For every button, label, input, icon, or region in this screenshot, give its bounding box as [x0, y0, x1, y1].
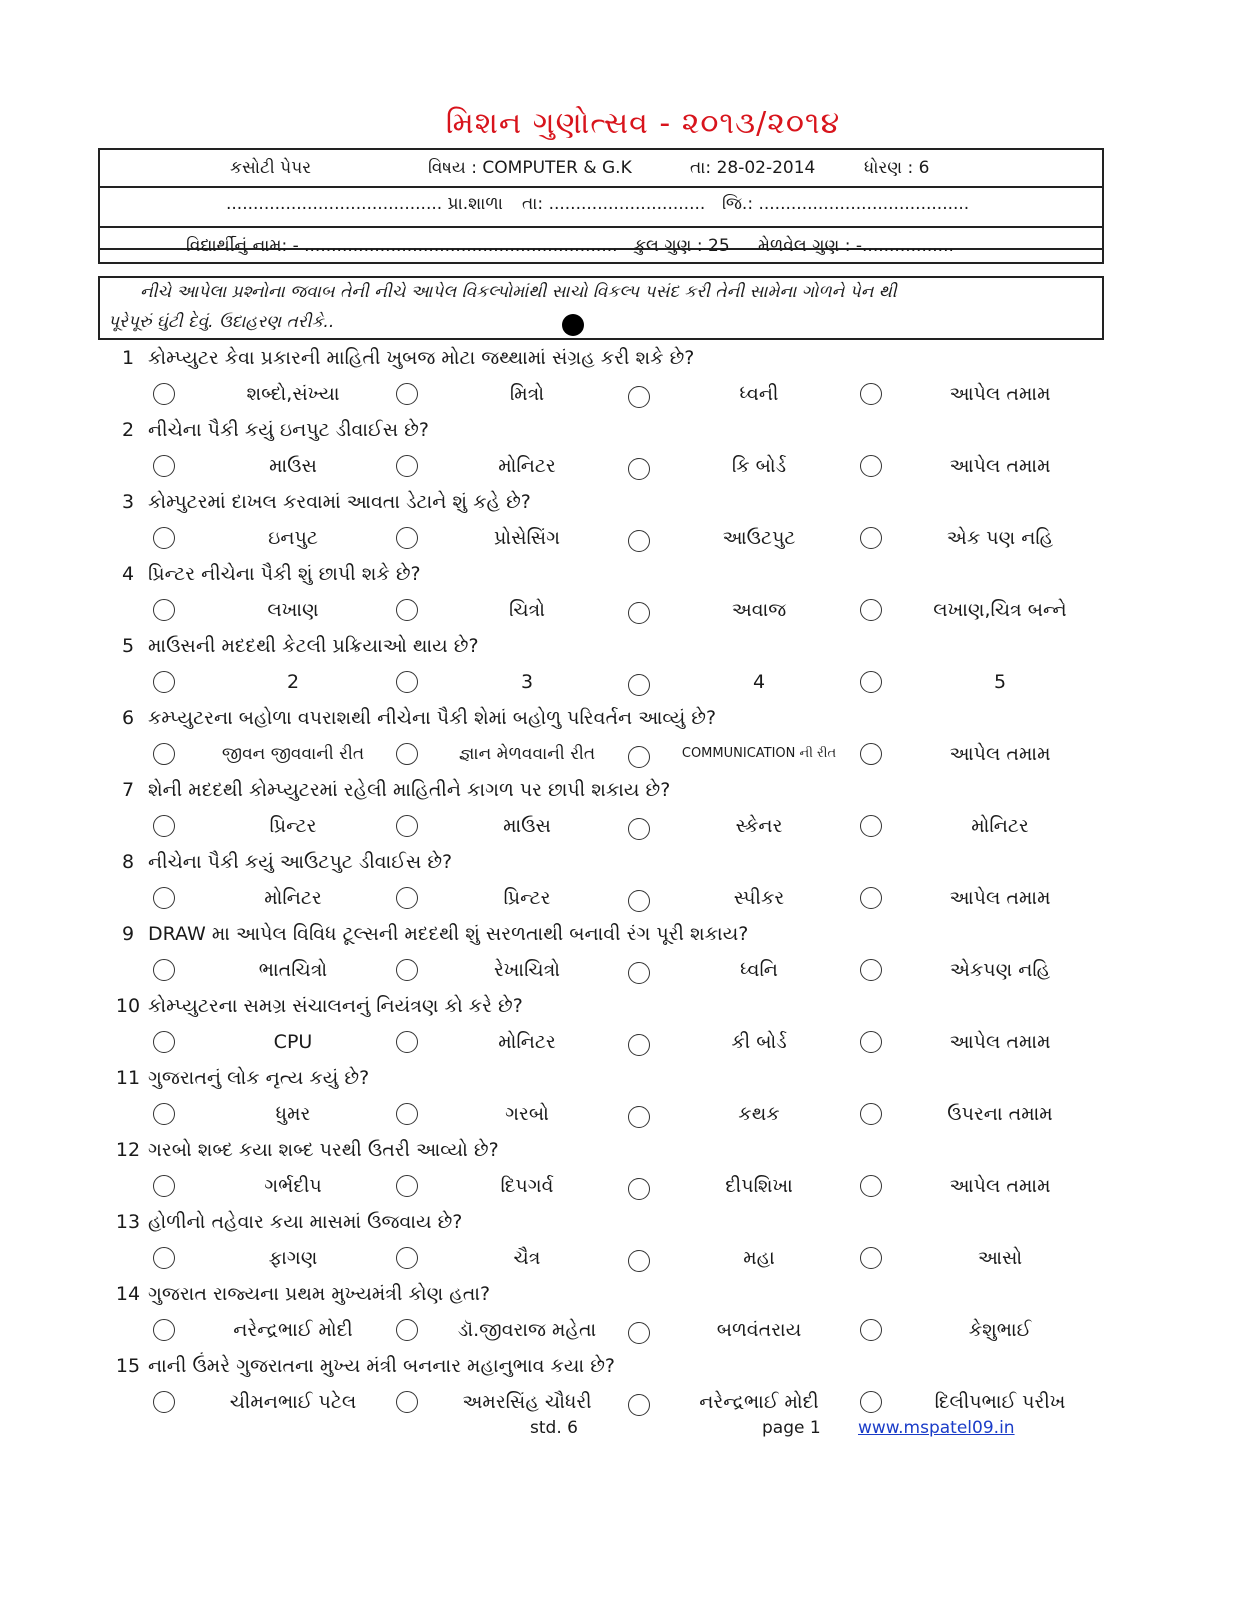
question-text — [110, 1348, 615, 1384]
options-row — [0, 1312, 1236, 1348]
question-label: DRAW મા આપેલ વિવિધ ટૂલ્સની મદદથી શું સરળતાથી બનાવી રંગ પૂરી શકાય? — [148, 923, 749, 945]
option-label: નરેન્દ્રભાઈ મોદી — [233, 1319, 353, 1341]
options-row — [0, 1168, 1236, 1204]
district-field: જિ.: ....................................... — [722, 194, 970, 214]
option-label: આપેલ તમામ — [949, 455, 1051, 477]
option-label: 2 — [286, 671, 300, 693]
question-12 — [0, 1132, 1236, 1204]
option-label: ફાગણ — [268, 1247, 318, 1269]
question-number: 3 — [121, 491, 135, 513]
option-radio[interactable] — [860, 1103, 882, 1125]
question-number: 15 — [115, 1355, 141, 1377]
question-text — [110, 988, 523, 1024]
option-label: માઉસ — [503, 815, 551, 837]
question-number: 12 — [115, 1139, 141, 1161]
option-label: ઉપરના તમામ — [947, 1103, 1053, 1125]
option-radio[interactable] — [860, 815, 882, 837]
option-radio[interactable] — [628, 746, 650, 768]
footer-website-link[interactable]: www.mspatel09.in — [858, 1418, 1015, 1438]
option-label: દિપગર્વ — [500, 1175, 554, 1197]
question-text — [110, 844, 452, 880]
option-label: ભાતચિત્રો — [258, 959, 328, 981]
option-radio[interactable] — [396, 455, 418, 477]
option-radio[interactable] — [860, 1391, 882, 1413]
option-label: એકપણ નહિ — [949, 959, 1051, 981]
option-label: એક પણ નહિ — [946, 527, 1054, 549]
option-label: લખાણ — [267, 599, 319, 621]
question-number: 1 — [121, 347, 135, 369]
option-label: આપેલ તમામ — [949, 1031, 1051, 1053]
options-row — [0, 1024, 1236, 1060]
question-text — [110, 1276, 490, 1312]
option-label: આસો — [977, 1247, 1023, 1269]
option-radio[interactable] — [860, 887, 882, 909]
options-row — [0, 880, 1236, 916]
question-label: કમ્પ્યુટરના બહોળા વપરાશથી નીચેના પૈકી શેમાં બહોળુ પરિવર્તન આવ્યું છે? — [148, 707, 717, 729]
question-text — [110, 772, 670, 808]
question-6 — [0, 700, 1236, 772]
option-radio[interactable] — [396, 1031, 418, 1053]
question-label: પ્રિન્ટર નીચેના પૈકી શું છાપી શકે છે? — [148, 563, 421, 585]
question-label: કોમ્પ્યુટર કેવા પ્રકારની માહિતી ખુબજ મોટા જથ્થામાં સંગ્રહ કરી શકે છે? — [148, 347, 695, 369]
option-label: આપેલ તમામ — [949, 743, 1051, 765]
option-label: કથક — [738, 1103, 780, 1125]
option-radio[interactable] — [153, 527, 175, 549]
question-number: 6 — [121, 707, 135, 729]
school-field: ........................................ પ્રા.શાળા — [226, 194, 503, 214]
option-label: 3 — [520, 671, 534, 693]
question-number: 9 — [121, 923, 135, 945]
question-text — [110, 700, 716, 736]
option-radio[interactable] — [396, 1391, 418, 1413]
options-row — [0, 1096, 1236, 1132]
question-15 — [0, 1348, 1236, 1420]
option-radio[interactable] — [860, 455, 882, 477]
question-text — [110, 916, 748, 952]
option-radio[interactable] — [628, 386, 650, 408]
option-label: ગરબો — [505, 1103, 549, 1125]
question-10 — [0, 988, 1236, 1060]
option-label: આપેલ તમામ — [949, 383, 1051, 405]
option-radio[interactable] — [396, 1103, 418, 1125]
option-radio[interactable] — [628, 674, 650, 696]
question-text — [110, 556, 421, 592]
option-radio[interactable] — [396, 599, 418, 621]
question-number: 8 — [121, 851, 135, 873]
question-9 — [0, 916, 1236, 988]
option-label: 4 — [752, 671, 766, 693]
question-text — [110, 1060, 369, 1096]
question-label: હોળીનો તહેવાર કયા માસમાં ઉજવાય છે? — [148, 1211, 463, 1233]
instructions-line-1: નીચે આપેલા પ્રશ્નોના જવાબ તેની નીચે આપેલ વિકલ્પોમાંથી સાચો વિકલ્પ પસંદ કરી તેની સામેના ગોળને પેન થી — [140, 282, 897, 302]
options-row — [0, 520, 1236, 556]
question-2 — [0, 412, 1236, 484]
footer-page: page 1 — [762, 1418, 821, 1438]
option-label: ચિત્રો — [509, 599, 545, 621]
option-label: શબ્દો,સંખ્યા — [246, 383, 340, 405]
option-radio[interactable] — [628, 530, 650, 552]
question-label: નીચેના પૈકી કયું ઇનપુટ ડીવાઈસ છે? — [148, 419, 429, 441]
question-list — [0, 340, 1236, 1420]
option-label: આઉટપુટ — [722, 527, 796, 549]
question-1 — [0, 340, 1236, 412]
option-label: મોનિટર — [498, 1031, 556, 1053]
option-radio[interactable] — [860, 1031, 882, 1053]
option-label: ઇનપુટ — [268, 527, 318, 549]
question-label: ગુજરાતનું લોક નૃત્ય કયું છે? — [148, 1067, 370, 1089]
question-number: 14 — [115, 1283, 141, 1305]
total-marks: કુલ ગુણ : 25 — [634, 236, 730, 256]
option-label: દિલીપભાઈ પરીખ — [934, 1391, 1066, 1413]
option-radio[interactable] — [628, 602, 650, 624]
option-radio[interactable] — [153, 887, 175, 909]
option-radio[interactable] — [628, 1034, 650, 1056]
option-radio[interactable] — [628, 818, 650, 840]
option-radio[interactable] — [396, 1319, 418, 1341]
question-number: 4 — [121, 563, 135, 585]
question-number: 5 — [121, 635, 135, 657]
option-radio[interactable] — [153, 959, 175, 981]
std-label: ધોરણ : 6 — [864, 158, 930, 178]
instructions-line-2: પૂરેપૂરું ઘુંટી દેવું. ઉદાહરણ તરીકે.. — [108, 312, 335, 332]
option-radio[interactable] — [628, 962, 650, 984]
option-radio[interactable] — [153, 383, 175, 405]
option-label: 5 — [993, 671, 1007, 693]
question-label: ગરબો શબ્દ કયા શબ્દ પરથી ઉતરી આવ્યો છે? — [148, 1139, 499, 1161]
option-radio[interactable] — [860, 743, 882, 765]
option-radio[interactable] — [628, 1106, 650, 1128]
option-label: કી બોર્ડ — [731, 1031, 787, 1053]
paper-label: કસોટી પેપર — [230, 158, 312, 178]
option-label: આપેલ તમામ — [949, 887, 1051, 909]
option-radio[interactable] — [628, 1250, 650, 1272]
question-7 — [0, 772, 1236, 844]
option-radio[interactable] — [153, 455, 175, 477]
option-radio[interactable] — [153, 671, 175, 693]
options-row — [0, 736, 1236, 772]
question-14 — [0, 1276, 1236, 1348]
option-radio[interactable] — [396, 527, 418, 549]
student-row — [98, 226, 1104, 264]
question-5 — [0, 628, 1236, 700]
option-label: મોનિટર — [264, 887, 322, 909]
option-label: અમરસિંહ ચૌધરી — [462, 1391, 592, 1413]
question-label: નીચેના પૈકી કયું આઉટપુટ ડીવાઈસ છે? — [148, 851, 453, 873]
option-label: ડૉ.જીવરાજ મહેતા — [457, 1319, 597, 1341]
header-row-2 — [100, 186, 1102, 222]
option-label: લખાણ,ચિત્ર બન્ને — [933, 599, 1067, 621]
option-radio[interactable] — [153, 1391, 175, 1413]
question-text — [110, 1132, 499, 1168]
question-13 — [0, 1204, 1236, 1276]
option-label: પ્રોસેસિંગ — [493, 527, 561, 549]
option-radio[interactable] — [396, 743, 418, 765]
option-radio[interactable] — [860, 1175, 882, 1197]
option-label: જ્ઞાન મેળવવાની રીત — [458, 744, 596, 764]
option-radio[interactable] — [860, 1319, 882, 1341]
question-number: 7 — [121, 779, 135, 801]
option-radio[interactable] — [628, 890, 650, 912]
option-radio[interactable] — [860, 383, 882, 405]
option-radio[interactable] — [153, 1319, 175, 1341]
option-radio[interactable] — [860, 599, 882, 621]
instructions-box — [98, 276, 1104, 340]
question-text — [110, 484, 531, 520]
option-radio[interactable] — [153, 1247, 175, 1269]
option-label: ગર્ભદીપ — [264, 1175, 322, 1197]
option-label: COMMUNICATION ની રીત — [681, 746, 837, 761]
question-number: 2 — [121, 419, 135, 441]
options-row — [0, 376, 1236, 412]
question-4 — [0, 556, 1236, 628]
option-radio[interactable] — [860, 671, 882, 693]
option-radio[interactable] — [628, 1178, 650, 1200]
option-radio[interactable] — [628, 1394, 650, 1416]
obtained-marks: મેળવેલ ગુણ : -................. — [758, 236, 954, 256]
option-label: મહા — [743, 1247, 775, 1269]
option-label: પ્રિન્ટર — [503, 887, 551, 909]
option-label: આપેલ તમામ — [949, 1175, 1051, 1197]
option-label: મોનિટર — [498, 455, 556, 477]
question-label: શેની મદદથી કોમ્પ્યુટરમાં રહેલી માહિતીને કાગળ પર છાપી શકાય છે? — [148, 779, 671, 801]
option-label: બળવંતરાય — [716, 1319, 802, 1341]
header-row-1 — [100, 150, 1102, 188]
option-label: ચીમનભાઈ પટેલ — [229, 1391, 357, 1413]
question-11 — [0, 1060, 1236, 1132]
option-radio[interactable] — [153, 1031, 175, 1053]
option-radio[interactable] — [396, 959, 418, 981]
question-3 — [0, 484, 1236, 556]
question-number: 11 — [115, 1067, 141, 1089]
option-radio[interactable] — [396, 1175, 418, 1197]
options-row — [0, 1240, 1236, 1276]
option-label: કિ બોર્ડ — [731, 455, 787, 477]
option-radio[interactable] — [396, 1247, 418, 1269]
date-label: તા: 28-02-2014 — [690, 158, 816, 178]
options-row — [0, 664, 1236, 700]
page-title: મિશન ગુણોત્સવ - ૨૦૧૩/૨૦૧૪ — [445, 106, 841, 141]
taluka-field: તા: ............................. — [522, 194, 706, 214]
option-label: મિત્રો — [509, 383, 545, 405]
option-radio[interactable] — [860, 1247, 882, 1269]
option-label: મોનિટર — [971, 815, 1029, 837]
option-radio[interactable] — [153, 1103, 175, 1125]
question-label: કોમ્પ્યુટરના સમગ્ર સંચાલનનું નિયંત્રણ કો કરે છે? — [148, 995, 523, 1017]
option-label: ધ્વની — [739, 383, 779, 405]
option-radio[interactable] — [396, 671, 418, 693]
option-radio[interactable] — [628, 1322, 650, 1344]
question-text — [110, 1204, 462, 1240]
option-label: ધુમર — [275, 1103, 311, 1125]
question-label: નાની ઉંમરે ગુજરાતના મુખ્ય મંત્રી બનનાર મહાનુભાવ કયા છે? — [148, 1355, 615, 1377]
option-label: પ્રિન્ટર — [269, 815, 317, 837]
options-row — [0, 952, 1236, 988]
question-text — [110, 412, 429, 448]
options-row — [0, 808, 1236, 844]
option-radio[interactable] — [628, 458, 650, 480]
option-label: નરેન્દ્રભાઈ મોદી — [699, 1391, 819, 1413]
option-label: જીવન જીવવાની રીત — [221, 744, 365, 764]
option-radio[interactable] — [153, 815, 175, 837]
option-label: કેશુભાઈ — [968, 1319, 1032, 1341]
student-name-field: વિદ્યાર્થીનું નામ: - .......................................................... — [186, 236, 618, 256]
option-label: સ્પીકર — [733, 887, 785, 909]
option-label: ચૈત્ર — [513, 1247, 541, 1269]
filled-circle-example — [562, 314, 584, 336]
question-text — [110, 340, 694, 376]
option-radio[interactable] — [860, 527, 882, 549]
options-row — [0, 1384, 1236, 1420]
question-label: કોમ્પુટરમાં દાખલ કરવામાં આવતા ડેટાને શું કહે છે? — [148, 491, 531, 513]
question-text — [110, 628, 479, 664]
option-radio[interactable] — [396, 383, 418, 405]
question-number: 13 — [115, 1211, 141, 1233]
option-radio[interactable] — [153, 743, 175, 765]
option-radio[interactable] — [396, 887, 418, 909]
option-radio[interactable] — [153, 1175, 175, 1197]
options-row — [0, 592, 1236, 628]
option-radio[interactable] — [153, 599, 175, 621]
option-label: ધ્વનિ — [740, 959, 778, 981]
option-label: સ્કેનર — [735, 815, 783, 837]
question-label: ગુજરાત રાજ્યના પ્રથમ મુખ્યમંત્રી કોણ હતા? — [148, 1283, 491, 1305]
option-radio[interactable] — [860, 959, 882, 981]
option-radio[interactable] — [396, 815, 418, 837]
options-row — [0, 448, 1236, 484]
option-label: માઉસ — [269, 455, 317, 477]
footer-std: std. 6 — [530, 1418, 578, 1438]
option-label: રેખાચિત્રો — [493, 959, 561, 981]
question-number: 10 — [115, 995, 141, 1017]
option-label: CPU — [273, 1031, 313, 1053]
option-label: અવાજ — [731, 599, 787, 621]
option-label: દીપશિખા — [725, 1175, 793, 1197]
question-8 — [0, 844, 1236, 916]
subject-label: વિષય : COMPUTER & G.K — [428, 158, 632, 178]
question-label: માઉસની મદદથી કેટલી પ્રક્રિયાઓ થાય છે? — [148, 635, 479, 657]
